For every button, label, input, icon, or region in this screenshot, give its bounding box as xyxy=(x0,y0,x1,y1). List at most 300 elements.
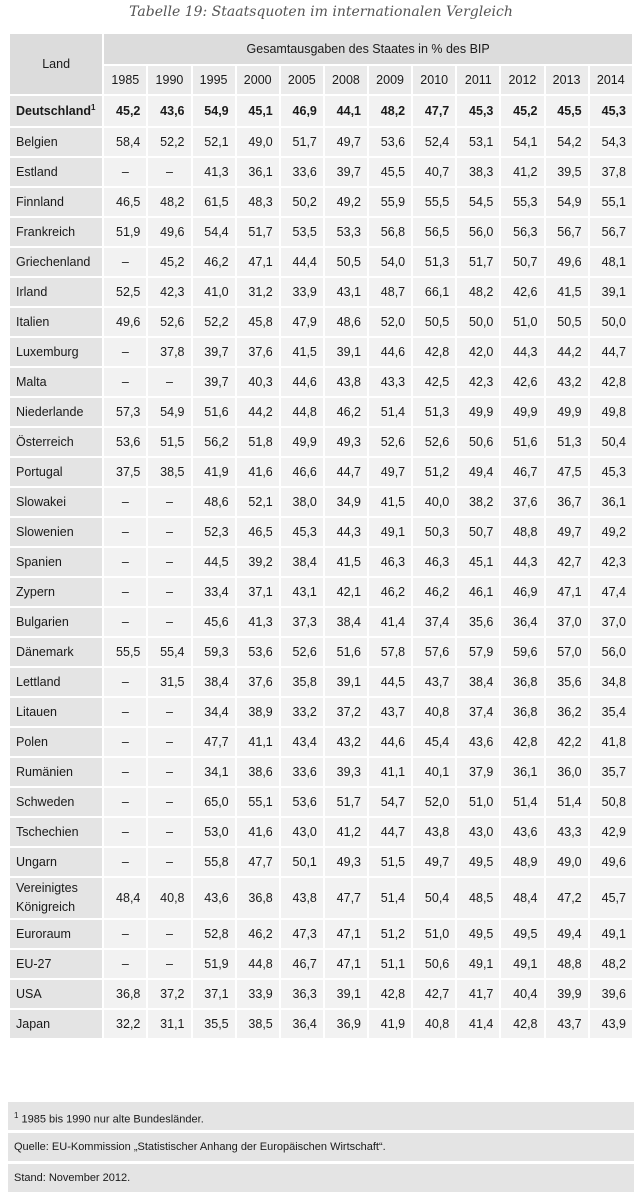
value-cell: 49,1 xyxy=(500,949,544,979)
country-name xyxy=(9,1009,103,1039)
value-cell: – xyxy=(103,817,147,847)
value-cell: 49,3 xyxy=(324,847,368,877)
value-cell: 56,3 xyxy=(500,217,544,247)
value-cell: 51,7 xyxy=(236,217,280,247)
country-name xyxy=(9,757,103,787)
value-cell: 45,2 xyxy=(147,247,191,277)
value-cell: 47,5 xyxy=(545,457,589,487)
value-cell: 48,6 xyxy=(192,487,236,517)
year-header-2011: 2011 xyxy=(456,65,500,95)
value-cell: 57,3 xyxy=(103,397,147,427)
value-cell: 53,0 xyxy=(192,817,236,847)
country-label: Rumänien xyxy=(16,765,73,779)
value-cell: 51,7 xyxy=(324,787,368,817)
value-cell: 42,8 xyxy=(412,337,456,367)
country-label: Litauen xyxy=(16,705,58,719)
value-cell: 51,6 xyxy=(192,397,236,427)
value-cell: – xyxy=(147,577,191,607)
value-cell: 41,9 xyxy=(368,1009,412,1039)
value-cell: 43,3 xyxy=(545,817,589,847)
value-cell: 55,5 xyxy=(412,187,456,217)
value-cell: 39,3 xyxy=(324,757,368,787)
country-name xyxy=(9,247,103,277)
country-name xyxy=(9,157,103,187)
value-cell: 46,3 xyxy=(412,547,456,577)
value-cell: 47,2 xyxy=(545,877,589,919)
value-cell: 40,8 xyxy=(412,1009,456,1039)
value-cell: 41,5 xyxy=(280,337,324,367)
country-label: Vereinigtes Königreich xyxy=(16,881,78,914)
value-cell: 36,3 xyxy=(280,979,324,1009)
value-cell: 47,4 xyxy=(589,577,633,607)
value-cell: 46,2 xyxy=(192,247,236,277)
value-cell: 52,5 xyxy=(103,277,147,307)
country-label: Spanien xyxy=(16,555,62,569)
value-cell: 57,6 xyxy=(412,637,456,667)
value-cell: 42,8 xyxy=(368,979,412,1009)
value-cell: 37,4 xyxy=(412,607,456,637)
value-cell: 44,6 xyxy=(368,337,412,367)
country-name xyxy=(9,397,103,427)
value-cell: 49,5 xyxy=(500,919,544,949)
country-name xyxy=(9,697,103,727)
value-cell: 44,3 xyxy=(500,337,544,367)
year-header-1995: 1995 xyxy=(192,65,236,95)
value-cell: 40,1 xyxy=(412,757,456,787)
footnote-marker: 1 xyxy=(14,1111,19,1120)
value-cell: – xyxy=(147,517,191,547)
value-cell: 57,8 xyxy=(368,637,412,667)
value-cell: 56,2 xyxy=(192,427,236,457)
year-header-row xyxy=(9,65,633,95)
value-cell: 57,9 xyxy=(456,637,500,667)
country-name xyxy=(9,847,103,877)
value-cell: 55,3 xyxy=(500,187,544,217)
value-cell: 49,6 xyxy=(545,247,589,277)
value-cell: 52,2 xyxy=(147,127,191,157)
year-header-2005: 2005 xyxy=(280,65,324,95)
value-cell: 49,1 xyxy=(589,919,633,949)
value-cell: 48,4 xyxy=(103,877,147,919)
table-row xyxy=(9,367,633,397)
country-label: Niederlande xyxy=(16,405,84,419)
value-cell: 43,1 xyxy=(280,577,324,607)
value-cell: 46,3 xyxy=(368,547,412,577)
value-cell: 46,2 xyxy=(368,577,412,607)
value-cell: 56,7 xyxy=(545,217,589,247)
value-cell: – xyxy=(147,607,191,637)
value-cell: 32,2 xyxy=(103,1009,147,1039)
country-name xyxy=(9,487,103,517)
value-cell: 40,0 xyxy=(412,487,456,517)
value-cell: – xyxy=(147,757,191,787)
table-row xyxy=(9,127,633,157)
table-row xyxy=(9,217,633,247)
value-cell: 44,8 xyxy=(280,397,324,427)
value-cell: 44,1 xyxy=(324,95,368,127)
footnote xyxy=(8,1102,634,1130)
country-label: Polen xyxy=(16,735,48,749)
value-cell: 37,0 xyxy=(545,607,589,637)
value-cell: 36,2 xyxy=(545,697,589,727)
value-cell: 41,6 xyxy=(236,817,280,847)
value-cell: 42,7 xyxy=(545,547,589,577)
value-cell: 37,6 xyxy=(500,487,544,517)
country-label: USA xyxy=(16,987,42,1001)
value-cell: 37,5 xyxy=(103,457,147,487)
value-cell: – xyxy=(103,667,147,697)
value-cell: 54,7 xyxy=(368,787,412,817)
table-row xyxy=(9,427,633,457)
table-row xyxy=(9,727,633,757)
value-cell: 47,7 xyxy=(412,95,456,127)
value-cell: 48,3 xyxy=(236,187,280,217)
value-cell: 43,4 xyxy=(280,727,324,757)
value-cell: 34,1 xyxy=(192,757,236,787)
value-cell: 36,4 xyxy=(500,607,544,637)
value-cell: 36,1 xyxy=(236,157,280,187)
value-cell: 37,8 xyxy=(147,337,191,367)
value-cell: 51,9 xyxy=(103,217,147,247)
value-cell: 45,5 xyxy=(368,157,412,187)
value-cell: 37,0 xyxy=(589,607,633,637)
value-cell: 54,9 xyxy=(147,397,191,427)
value-cell: – xyxy=(147,157,191,187)
value-cell: 33,2 xyxy=(280,697,324,727)
country-name xyxy=(9,877,103,919)
value-cell: 56,8 xyxy=(368,217,412,247)
value-cell: 52,6 xyxy=(147,307,191,337)
country-label: Estland xyxy=(16,165,58,179)
value-cell: – xyxy=(103,157,147,187)
value-cell: – xyxy=(147,817,191,847)
value-cell: 44,2 xyxy=(545,337,589,367)
value-cell: 42,2 xyxy=(545,727,589,757)
value-cell: 50,5 xyxy=(545,307,589,337)
country-label: Belgien xyxy=(16,135,58,149)
value-cell: 37,4 xyxy=(456,697,500,727)
table-row xyxy=(9,919,633,949)
value-cell: – xyxy=(147,919,191,949)
value-cell: – xyxy=(103,787,147,817)
value-cell: 53,6 xyxy=(236,637,280,667)
value-cell: – xyxy=(103,487,147,517)
value-cell: 44,5 xyxy=(192,547,236,577)
value-cell: 45,6 xyxy=(192,607,236,637)
value-cell: 51,2 xyxy=(368,919,412,949)
value-cell: 51,4 xyxy=(368,877,412,919)
value-cell: 45,3 xyxy=(589,95,633,127)
country-label: Österreich xyxy=(16,435,74,449)
value-cell: 34,8 xyxy=(589,667,633,697)
value-cell: 52,0 xyxy=(368,307,412,337)
country-label: Italien xyxy=(16,315,50,329)
country-name xyxy=(9,547,103,577)
value-cell: 41,8 xyxy=(589,727,633,757)
value-cell: 38,5 xyxy=(147,457,191,487)
value-cell: 40,3 xyxy=(236,367,280,397)
country-label: Luxemburg xyxy=(16,345,79,359)
value-cell: 42,8 xyxy=(500,727,544,757)
value-cell: 41,6 xyxy=(236,457,280,487)
value-cell: 49,9 xyxy=(280,427,324,457)
value-cell: 50,4 xyxy=(412,877,456,919)
value-cell: 38,9 xyxy=(236,697,280,727)
value-cell: 36,9 xyxy=(324,1009,368,1039)
value-cell: 37,8 xyxy=(589,157,633,187)
value-cell: 51,5 xyxy=(368,847,412,877)
value-cell: 50,6 xyxy=(412,949,456,979)
country-name xyxy=(9,787,103,817)
value-cell: 44,3 xyxy=(500,547,544,577)
value-cell: 43,2 xyxy=(324,727,368,757)
value-cell: 52,6 xyxy=(368,427,412,457)
value-cell: 41,5 xyxy=(368,487,412,517)
table-row xyxy=(9,787,633,817)
value-cell: 35,4 xyxy=(589,697,633,727)
value-cell: 49,0 xyxy=(545,847,589,877)
value-cell: 54,2 xyxy=(545,127,589,157)
value-cell: 43,6 xyxy=(500,817,544,847)
country-name xyxy=(9,607,103,637)
value-cell: 45,7 xyxy=(589,877,633,919)
value-cell: 43,2 xyxy=(545,367,589,397)
value-cell: 46,5 xyxy=(103,187,147,217)
table-header xyxy=(9,33,633,95)
value-cell: 36,8 xyxy=(236,877,280,919)
value-cell: 41,5 xyxy=(545,277,589,307)
table-row xyxy=(9,817,633,847)
country-label: EU-27 xyxy=(16,957,52,971)
country-label: Slowakei xyxy=(16,495,67,509)
value-cell: 51,4 xyxy=(500,787,544,817)
value-cell: 49,6 xyxy=(103,307,147,337)
value-cell: 44,3 xyxy=(324,517,368,547)
value-cell: 51,4 xyxy=(545,787,589,817)
value-cell: 42,3 xyxy=(456,367,500,397)
value-cell: 52,0 xyxy=(412,787,456,817)
country-name xyxy=(9,307,103,337)
staatsquoten-table xyxy=(8,32,634,1040)
country-name xyxy=(9,337,103,367)
value-cell: 43,0 xyxy=(456,817,500,847)
value-cell: 51,4 xyxy=(368,397,412,427)
value-cell: 43,8 xyxy=(280,877,324,919)
value-cell: 53,3 xyxy=(324,217,368,247)
value-cell: 55,1 xyxy=(236,787,280,817)
table-row xyxy=(9,949,633,979)
value-cell: 45,3 xyxy=(280,517,324,547)
value-cell: 43,0 xyxy=(280,817,324,847)
country-label: Schweden xyxy=(16,795,75,809)
value-cell: – xyxy=(147,367,191,397)
value-cell: 51,9 xyxy=(192,949,236,979)
value-cell: – xyxy=(147,847,191,877)
value-cell: 53,1 xyxy=(456,127,500,157)
value-cell: 51,0 xyxy=(456,787,500,817)
value-cell: 45,2 xyxy=(500,95,544,127)
value-cell: 56,7 xyxy=(589,217,633,247)
country-label: Finnland xyxy=(16,195,64,209)
country-label: Japan xyxy=(16,1017,51,1031)
table-row xyxy=(9,877,633,919)
value-cell: 39,2 xyxy=(236,547,280,577)
value-cell: 47,1 xyxy=(236,247,280,277)
value-cell: 49,6 xyxy=(147,217,191,247)
value-cell: – xyxy=(103,607,147,637)
value-cell: 39,7 xyxy=(192,367,236,397)
value-cell: 42,6 xyxy=(500,367,544,397)
value-cell: 45,3 xyxy=(589,457,633,487)
value-cell: – xyxy=(103,337,147,367)
stand-note: Stand: November 2012. xyxy=(8,1164,634,1192)
value-cell: – xyxy=(103,517,147,547)
year-header-2014: 2014 xyxy=(589,65,633,95)
value-cell: 52,8 xyxy=(192,919,236,949)
value-cell: 42,7 xyxy=(412,979,456,1009)
value-cell: 44,7 xyxy=(368,817,412,847)
table-row xyxy=(9,547,633,577)
value-cell: 53,6 xyxy=(103,427,147,457)
value-cell: 52,4 xyxy=(412,127,456,157)
value-cell: 52,6 xyxy=(412,427,456,457)
value-cell: 48,6 xyxy=(324,307,368,337)
value-cell: 52,1 xyxy=(236,487,280,517)
value-cell: 37,2 xyxy=(147,979,191,1009)
year-header-2013: 2013 xyxy=(545,65,589,95)
value-cell: 38,2 xyxy=(456,487,500,517)
value-cell: 45,8 xyxy=(236,307,280,337)
value-cell: 41,4 xyxy=(456,1009,500,1039)
value-cell: 45,4 xyxy=(412,727,456,757)
source-note: Quelle: EU-Kommission „Statistischer Anhang der Europäischen Wirtschaft“. xyxy=(8,1133,634,1161)
table-row xyxy=(9,607,633,637)
value-cell: 39,1 xyxy=(589,277,633,307)
value-cell: 56,5 xyxy=(412,217,456,247)
table-row xyxy=(9,577,633,607)
value-cell: 50,2 xyxy=(280,187,324,217)
country-name xyxy=(9,517,103,547)
country-label: Zypern xyxy=(16,585,55,599)
value-cell: 46,7 xyxy=(280,949,324,979)
value-cell: 38,4 xyxy=(324,607,368,637)
value-cell: 43,1 xyxy=(324,277,368,307)
value-cell: 36,1 xyxy=(500,757,544,787)
value-cell: – xyxy=(103,247,147,277)
value-cell: 31,2 xyxy=(236,277,280,307)
value-cell: 51,3 xyxy=(545,427,589,457)
value-cell: 48,2 xyxy=(368,95,412,127)
value-cell: 48,5 xyxy=(456,877,500,919)
value-cell: 54,1 xyxy=(500,127,544,157)
country-name xyxy=(9,127,103,157)
country-name xyxy=(9,817,103,847)
table-row xyxy=(9,517,633,547)
value-cell: 53,6 xyxy=(368,127,412,157)
value-cell: 46,2 xyxy=(412,577,456,607)
value-cell: – xyxy=(147,949,191,979)
country-name xyxy=(9,979,103,1009)
value-cell: 40,8 xyxy=(147,877,191,919)
country-name xyxy=(9,95,103,127)
value-cell: 42,9 xyxy=(589,817,633,847)
value-cell: 40,8 xyxy=(412,697,456,727)
value-cell: 47,9 xyxy=(280,307,324,337)
value-cell: 49,0 xyxy=(236,127,280,157)
table-body xyxy=(9,95,633,1039)
table-row xyxy=(9,697,633,727)
value-cell: 49,9 xyxy=(545,397,589,427)
year-header-2009: 2009 xyxy=(368,65,412,95)
value-cell: – xyxy=(103,727,147,757)
country-label: Bulgarien xyxy=(16,615,69,629)
value-cell: 49,9 xyxy=(500,397,544,427)
value-cell: 43,8 xyxy=(324,367,368,397)
value-cell: 36,1 xyxy=(589,487,633,517)
value-cell: 37,1 xyxy=(192,979,236,1009)
value-cell: 58,4 xyxy=(103,127,147,157)
value-cell: 46,9 xyxy=(280,95,324,127)
value-cell: 51,5 xyxy=(147,427,191,457)
value-cell: 54,5 xyxy=(456,187,500,217)
value-cell: 44,2 xyxy=(236,397,280,427)
value-cell: 61,5 xyxy=(192,187,236,217)
value-cell: 49,5 xyxy=(456,919,500,949)
value-cell: 39,7 xyxy=(192,337,236,367)
value-cell: 37,2 xyxy=(324,697,368,727)
value-cell: – xyxy=(103,757,147,787)
value-cell: 54,3 xyxy=(589,127,633,157)
value-cell: 42,8 xyxy=(500,1009,544,1039)
value-cell: 51,7 xyxy=(280,127,324,157)
year-header-1985: 1985 xyxy=(103,65,147,95)
value-cell: 43,7 xyxy=(412,667,456,697)
value-cell: 50,3 xyxy=(412,517,456,547)
country-name xyxy=(9,427,103,457)
value-cell: 51,7 xyxy=(456,247,500,277)
country-label: Slowenien xyxy=(16,525,74,539)
value-cell: 41,2 xyxy=(500,157,544,187)
value-cell: 45,1 xyxy=(236,95,280,127)
value-cell: 39,1 xyxy=(324,337,368,367)
value-cell: 65,0 xyxy=(192,787,236,817)
value-cell: 47,7 xyxy=(324,877,368,919)
value-cell: 49,6 xyxy=(589,847,633,877)
value-cell: 33,4 xyxy=(192,577,236,607)
value-cell: 50,0 xyxy=(456,307,500,337)
table-row xyxy=(9,157,633,187)
value-cell: 41,3 xyxy=(192,157,236,187)
value-cell: – xyxy=(103,919,147,949)
value-cell: 57,0 xyxy=(545,637,589,667)
value-cell: 39,7 xyxy=(324,157,368,187)
footnote-marker: 1 xyxy=(91,103,96,113)
value-cell: 49,7 xyxy=(412,847,456,877)
country-label: Frankreich xyxy=(16,225,76,239)
value-cell: – xyxy=(103,697,147,727)
value-cell: 33,6 xyxy=(280,157,324,187)
value-cell: 55,9 xyxy=(368,187,412,217)
value-cell: 44,6 xyxy=(368,727,412,757)
value-cell: 35,8 xyxy=(280,667,324,697)
table-row xyxy=(9,667,633,697)
table-notes xyxy=(8,1102,634,1195)
value-cell: – xyxy=(103,949,147,979)
value-cell: 36,8 xyxy=(500,697,544,727)
country-name xyxy=(9,667,103,697)
value-cell: 46,7 xyxy=(500,457,544,487)
value-cell: 41,9 xyxy=(192,457,236,487)
